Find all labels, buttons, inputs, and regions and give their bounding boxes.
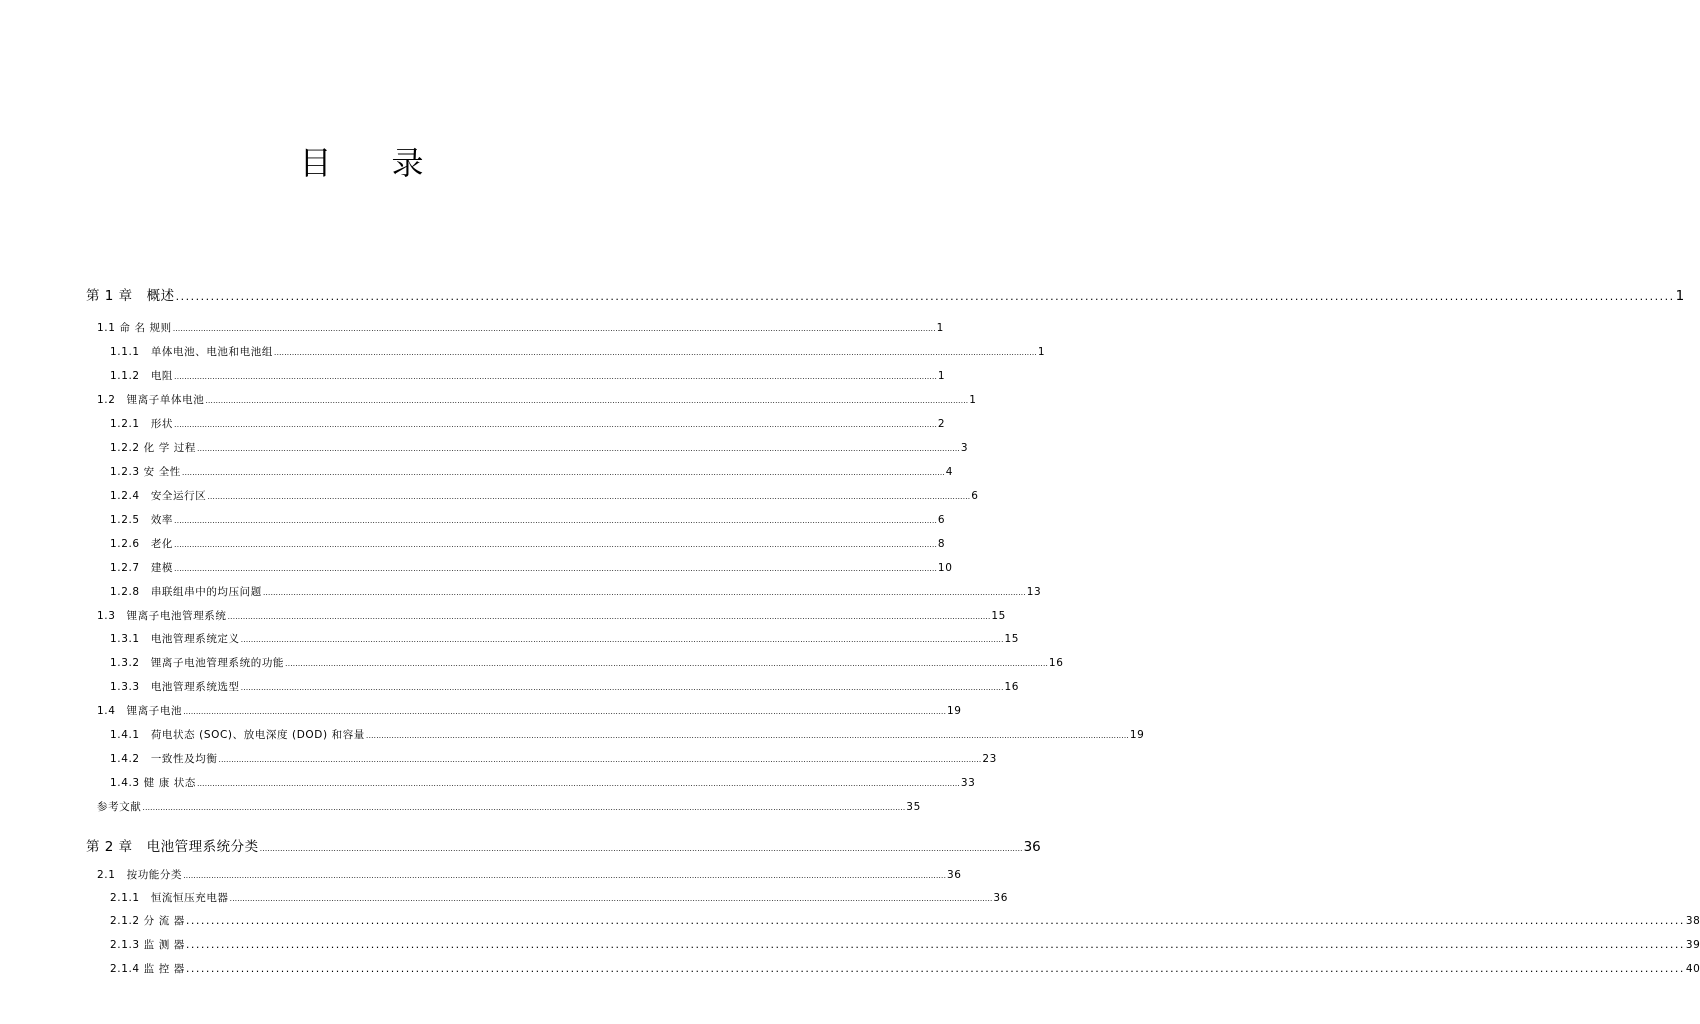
toc-label: 1.1.1 单体电池、电池和电池组 xyxy=(110,346,273,358)
toc-entry-references[interactable] xyxy=(97,799,921,814)
toc-entry-1-2-7[interactable] xyxy=(110,560,953,575)
toc-label: 1.2.4 安全运行区 xyxy=(110,490,207,502)
toc-page: 1 xyxy=(937,370,946,382)
toc-entry-2-1-2[interactable] xyxy=(110,913,1700,928)
toc-entry-1-2-6[interactable] xyxy=(110,536,946,551)
title-char-1: 目 xyxy=(299,144,332,182)
toc-chapter-2[interactable] xyxy=(86,835,1041,855)
leader-dots: ............................................................................................................................................................................................................................................................................................................ xyxy=(240,635,1004,644)
toc-label: 1.4.1 荷电状态 (SOC)、放电深度 (DOD) 和容量 xyxy=(110,729,365,741)
leader-dots: ............................................................................................................................................................................................................................................................................................................ xyxy=(218,755,982,764)
toc-page: 36 xyxy=(1023,839,1041,855)
toc-page: 10 xyxy=(937,562,953,574)
toc-label: 1.2.2 化 学 过程 xyxy=(110,442,196,454)
leader-dots: ............................................................................................................................................................................................................................................................................................................ xyxy=(185,914,1685,927)
title-char-2: 录 xyxy=(391,144,424,182)
leader-dots: ............................................................................................................................................................................................................................................................................................................ xyxy=(142,803,906,812)
toc-entry-1-1-1[interactable] xyxy=(110,344,1046,359)
leader-dots: ............................................................................................................................................................................................................................................................................................................ xyxy=(185,938,1685,951)
toc-entry-1-3-3[interactable] xyxy=(110,679,1020,694)
toc-label: 第 2 章 电池管理系统分类 xyxy=(86,839,259,855)
leader-dots: ............................................................................................................................................................................................................................................................................................................ xyxy=(365,731,1129,740)
toc-entry-1-4-3[interactable] xyxy=(110,775,976,790)
leader-dots: ............................................................................................................................................................................................................................................................................................................ xyxy=(229,894,993,903)
toc-page: 15 xyxy=(991,610,1006,622)
leader-dots: ............................................................................................................................................................................................................................................................................................................ xyxy=(205,396,969,405)
leader-dots: ............................................................................................................................................................................................................................................................................................................ xyxy=(183,707,946,716)
leader-dots: ............................................................................................................................................................................................................................................................................................................ xyxy=(172,324,936,333)
leader-dots: ............................................................................................................................................................................................................................................................................................................ xyxy=(174,540,937,549)
toc-entry-1-4-1[interactable] xyxy=(110,727,1145,742)
toc-page: 2 xyxy=(937,418,946,430)
toc-page: 4 xyxy=(945,466,954,478)
toc-entry-2-1-4[interactable] xyxy=(110,961,1700,976)
leader-dots: ............................................................................................................................................................................................................................................................................................................ xyxy=(273,348,1037,357)
leader-dots: ............................................................................................................................................................................................................................................................................................................ xyxy=(174,420,937,429)
toc-entry-1-2-1[interactable] xyxy=(110,416,946,431)
toc-label: 1.3.1 电池管理系统定义 xyxy=(110,633,240,645)
leader-dots: ............................................................................................................................................................................................................................................................................................................ xyxy=(174,372,937,381)
toc-page: 19 xyxy=(1129,729,1145,741)
toc-page: 36 xyxy=(947,869,962,881)
toc-entry-1-4-2[interactable] xyxy=(110,751,997,766)
toc-label: 1.4 锂离子电池 xyxy=(97,705,183,717)
toc-label: 1.4.3 健 康 状态 xyxy=(110,777,196,789)
toc-label: 1.3 锂离子电池管理系统 xyxy=(97,610,227,622)
toc-label: 第 1 章 概述 xyxy=(86,288,175,304)
toc-entry-2-1-3[interactable] xyxy=(110,937,1700,952)
leader-dots: ............................................................................................................................................................................................................................................................................................................ xyxy=(174,564,937,573)
toc-label: 1.2.1 形状 xyxy=(110,418,174,430)
toc-label: 参考文献 xyxy=(97,801,142,813)
leader-dots: ............................................................................................................................................................................................................................................................................................................ xyxy=(196,444,960,453)
leader-dots: ............................................................................................................................................................................................................................................................................................................ xyxy=(285,659,1048,668)
toc-entry-2-1-1[interactable] xyxy=(110,890,1008,905)
toc-label: 1.1.2 电阻 xyxy=(110,370,174,382)
page-title xyxy=(0,138,723,184)
leader-dots: ............................................................................................................................................................................................................................................................................................................ xyxy=(259,844,1023,853)
toc-chapter-1[interactable] xyxy=(86,284,1685,304)
toc-label: 1.2.7 建模 xyxy=(110,562,174,574)
toc-page: 35 xyxy=(906,801,921,813)
toc-page: 6 xyxy=(937,514,946,526)
leader-dots: ............................................................................................................................................................................................................................................................................................................ xyxy=(174,516,937,525)
toc-label: 2.1.2 分 流 器 xyxy=(110,915,185,927)
leader-dots: ............................................................................................................................................................................................................................................................................................................ xyxy=(207,492,971,501)
toc-page: 6 xyxy=(971,490,979,502)
toc-entry-1-4[interactable] xyxy=(97,703,962,718)
toc-label: 1.3.3 电池管理系统选型 xyxy=(110,681,240,693)
leader-dots: ............................................................................................................................................................................................................................................................................................................ xyxy=(183,871,946,880)
toc-entry-1-2-4[interactable] xyxy=(110,488,979,503)
toc-label: 1.2.5 效率 xyxy=(110,514,174,526)
toc-entry-1-3-2[interactable] xyxy=(110,655,1064,670)
toc-entry-2-1[interactable] xyxy=(97,867,962,882)
toc-page: 1 xyxy=(1675,288,1685,304)
toc-page: 39 xyxy=(1685,939,1700,951)
leader-dots: ............................................................................................................................................................................................................................................................................................................ xyxy=(240,683,1004,692)
toc-entry-1-2-3[interactable] xyxy=(110,464,954,479)
toc-page: 1 xyxy=(969,394,977,406)
toc-page: 13 xyxy=(1026,586,1042,598)
toc-page: 36 xyxy=(993,892,1008,904)
toc-entry-1-1[interactable] xyxy=(97,320,944,335)
toc-page: 3 xyxy=(960,442,969,454)
leader-dots: ............................................................................................................................................................................................................................................................................................................ xyxy=(181,468,945,477)
toc-label: 2.1.4 监 控 器 xyxy=(110,963,185,975)
leader-dots: ............................................................................................................................................................................................................................................................................................................ xyxy=(175,290,1675,303)
toc-page: 16 xyxy=(1004,681,1020,693)
toc-entry-1-2-5[interactable] xyxy=(110,512,946,527)
toc-label: 1.2.6 老化 xyxy=(110,538,174,550)
toc-label: 2.1.3 监 测 器 xyxy=(110,939,185,951)
toc-entry-1-2-2[interactable] xyxy=(110,440,969,455)
toc-page: 8 xyxy=(937,538,946,550)
toc-entry-1-1-2[interactable] xyxy=(110,368,946,383)
toc-label: 1.3.2 锂离子电池管理系统的功能 xyxy=(110,657,285,669)
toc-label: 2.1 按功能分类 xyxy=(97,869,183,881)
toc-label: 1.2.8 串联组串中的均压问题 xyxy=(110,586,262,598)
toc-label: 1.2 锂离子单体电池 xyxy=(97,394,205,406)
toc-label: 2.1.1 恒流恒压充电器 xyxy=(110,892,229,904)
toc-entry-1-2[interactable] xyxy=(97,392,977,407)
toc-page: 15 xyxy=(1004,633,1020,645)
toc-page: 1 xyxy=(936,322,944,334)
toc-page: 1 xyxy=(1037,346,1046,358)
toc-label: 1.2.3 安 全性 xyxy=(110,466,181,478)
toc-entry-1-2-8[interactable] xyxy=(110,584,1042,599)
toc-label: 1.1 命 名 规则 xyxy=(97,322,172,334)
leader-dots: ............................................................................................................................................................................................................................................................................................................ xyxy=(262,588,1026,597)
toc-entry-1-3-1[interactable] xyxy=(110,631,1020,646)
toc-page: 38 xyxy=(1685,915,1700,927)
toc-label: 1.4.2 一致性及均衡 xyxy=(110,753,218,765)
leader-dots: ............................................................................................................................................................................................................................................................................................................ xyxy=(196,779,960,788)
leader-dots: ............................................................................................................................................................................................................................................................................................................ xyxy=(185,962,1685,975)
toc-page: 33 xyxy=(960,777,976,789)
toc-page: 23 xyxy=(982,753,997,765)
toc-page: 40 xyxy=(1685,963,1700,975)
leader-dots: ............................................................................................................................................................................................................................................................................................................ xyxy=(227,612,991,621)
toc-page: 19 xyxy=(947,705,962,717)
toc-page: 16 xyxy=(1048,657,1064,669)
toc-entry-1-3[interactable] xyxy=(97,608,1006,623)
